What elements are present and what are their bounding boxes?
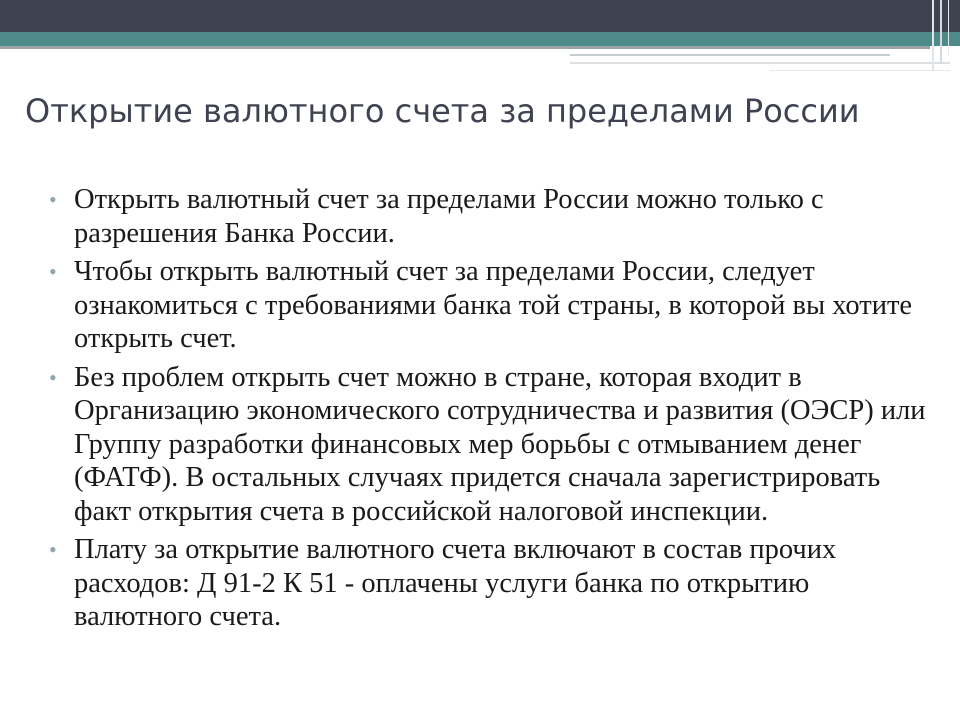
decorative-line bbox=[570, 54, 890, 56]
bullet-item bbox=[47, 361, 942, 529]
bullet-icon: • bbox=[49, 364, 57, 390]
bullet-icon: • bbox=[49, 537, 57, 562]
decorative-vertical-line bbox=[932, 0, 934, 70]
decorative-vertical-line bbox=[948, 0, 949, 56]
bullet-list bbox=[47, 183, 942, 639]
bullet-text: Чтобы открыть валютный счет за пределами России, следует ознакомиться с требованиями банка той страны, в которой вы хотите открыть счет. bbox=[74, 256, 913, 354]
bullet-text: Плату за открытие валютного счета включают в состав прочих расходов: Д 91-2 К 51 - оплачены услуги банка по открытию валютного счета. bbox=[74, 534, 837, 632]
bullet-icon: • bbox=[49, 259, 57, 284]
decorative-vertical-line bbox=[940, 0, 942, 64]
slide-title: Открытие валютного счета за пределами России bbox=[25, 92, 860, 130]
bullet-text: Открыть валютный счет за пределами России можно только с разрешения Банка России. bbox=[74, 184, 824, 249]
header-dark-band bbox=[0, 0, 960, 32]
bullet-icon: • bbox=[49, 187, 57, 212]
bullet-item bbox=[47, 255, 942, 356]
bullet-item bbox=[47, 533, 942, 634]
header-teal-band bbox=[0, 32, 960, 46]
decorative-line bbox=[770, 70, 950, 71]
bullet-item bbox=[47, 183, 942, 250]
bullet-text: Без проблем открыть счет можно в стране, которая входит в Организацию экономического сотрудничества и развития (ОЭСР) или Группу разработки финансовых мер борьбы с отмыванием денег (ФАТФ). В остальных случаях придется сначала зарегистрировать факт открытия счета в российской налоговой инспекции. bbox=[74, 361, 926, 527]
header-divider-line bbox=[0, 46, 930, 49]
decorative-line bbox=[570, 62, 950, 64]
